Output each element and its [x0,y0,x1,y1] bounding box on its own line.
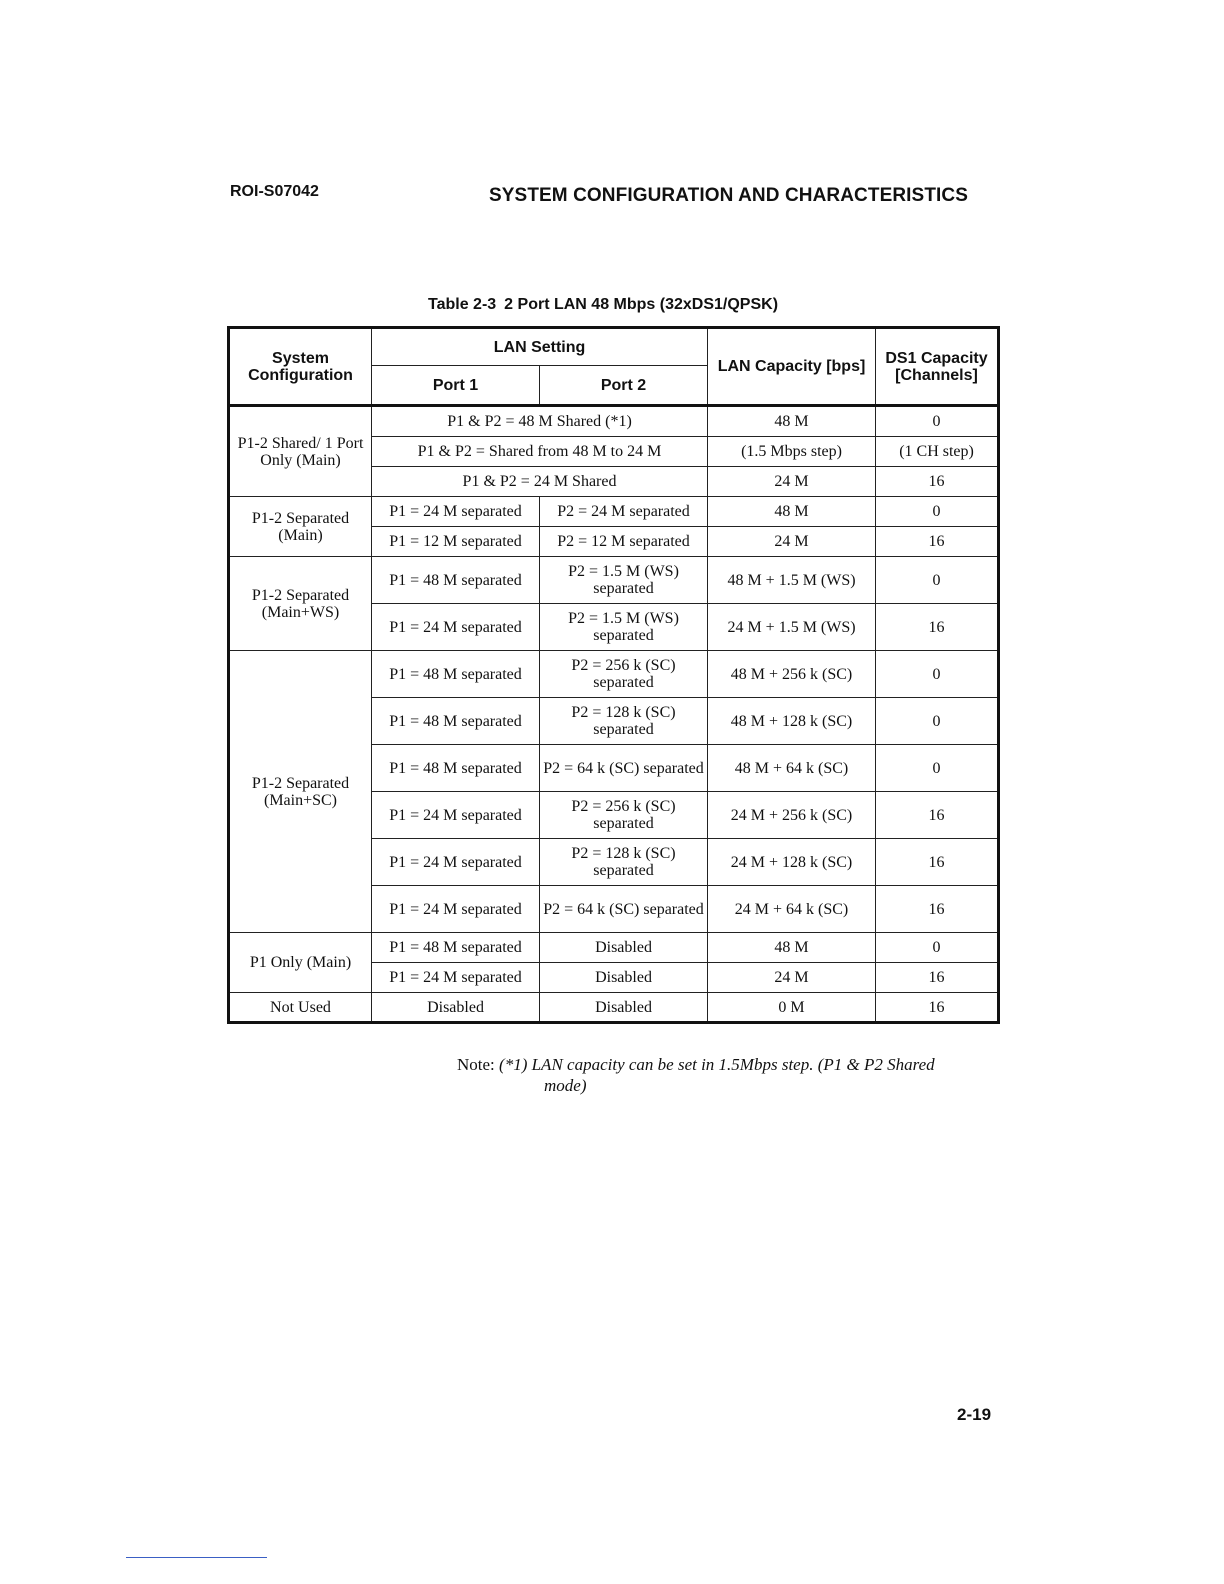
ds1-capacity-cell: 0 [876,497,999,527]
section-title: SYSTEM CONFIGURATION AND CHARACTERISTICS [489,185,968,206]
note-text-line1: (*1) LAN capacity can be set in 1.5Mbps step. (P1 & P2 Shared [499,1055,935,1074]
table-caption-title: 2 Port LAN 48 Mbps (32xDS1/QPSK) [504,296,779,313]
table-row [229,497,999,527]
lan-capacity-cell: 48 M + 128 k (SC) [708,698,876,745]
ds1-capacity-cell: 16 [876,993,999,1023]
port1-cell: P1 = 48 M separated [372,557,540,604]
lan-capacity-cell: 48 M + 1.5 M (WS) [708,557,876,604]
port2-cell: P2 = 24 M separated [540,497,708,527]
lan-capacity-cell: 48 M + 256 k (SC) [708,651,876,698]
ds1-capacity-cell: 16 [876,792,999,839]
ds1-capacity-cell: 16 [876,467,999,497]
table-caption [428,296,778,314]
port1-cell: P1 = 24 M separated [372,839,540,886]
lan-capacity-cell: 24 M [708,467,876,497]
ds1-capacity-cell: (1 CH step) [876,437,999,467]
port2-cell: P2 = 128 k (SC) separated [540,698,708,745]
ds1-capacity-cell: 16 [876,839,999,886]
table-row [229,651,999,698]
lan-capacity-cell: 24 M [708,527,876,557]
page-number: 2-19 [957,1405,992,1424]
port1-cell: P1 = 48 M separated [372,651,540,698]
lan-capacity-cell: 24 M + 1.5 M (WS) [708,604,876,651]
port1-cell: P1 = 48 M separated [372,745,540,792]
note-label: Note: [457,1055,495,1074]
lan-capacity-cell: 24 M + 64 k (SC) [708,886,876,933]
ds1-capacity-cell: 16 [876,886,999,933]
footnote-divider [126,1557,267,1558]
lan-capacity-cell: 24 M + 256 k (SC) [708,792,876,839]
lan-capacity-cell: (1.5 Mbps step) [708,437,876,467]
lan-capacity-cell: 48 M [708,933,876,963]
note-text-line2: mode) [544,1076,587,1095]
port1-cell: P1 = 12 M separated [372,527,540,557]
ds1-capacity-cell: 0 [876,406,999,437]
ports-shared-cell: P1 & P2 = Shared from 48 M to 24 M [372,437,708,467]
port2-cell: P2 = 64 k (SC) separated [540,886,708,933]
lan-capacity-cell: 48 M [708,497,876,527]
document-id: ROI-S07042 [230,183,319,200]
port2-cell: Disabled [540,993,708,1023]
system-config-cell: P1 Only (Main) [229,933,372,993]
table-caption-label: Table 2-3 [428,296,497,313]
header-port1: Port 1 [372,366,540,406]
lan-capacity-cell: 24 M [708,963,876,993]
port1-cell: P1 = 24 M separated [372,886,540,933]
header-ds1-capacity: DS1 Capacity [Channels] [876,328,999,406]
port2-cell: P2 = 256 k (SC) separated [540,792,708,839]
header-lan-capacity: LAN Capacity [bps] [708,328,876,406]
ds1-capacity-cell: 0 [876,933,999,963]
ds1-capacity-cell: 16 [876,604,999,651]
header-lan-setting: LAN Setting [372,328,708,366]
ds1-capacity-cell: 16 [876,963,999,993]
ds1-capacity-cell: 0 [876,745,999,792]
header-system-configuration: System Configuration [229,328,372,406]
port1-cell: Disabled [372,993,540,1023]
port2-cell: P2 = 1.5 M (WS) separated [540,604,708,651]
port1-cell: P1 = 24 M separated [372,497,540,527]
port2-cell: Disabled [540,933,708,963]
lan-capacity-cell: 24 M + 128 k (SC) [708,839,876,886]
table-row [229,933,999,963]
system-config-cell: P1-2 Shared/ 1 Port Only (Main) [229,406,372,497]
table-row [229,406,999,437]
lan-capacity-cell: 48 M + 64 k (SC) [708,745,876,792]
lan-configuration-table [227,326,1000,1024]
system-config-cell: P1-2 Separated (Main+WS) [229,557,372,651]
port2-cell: Disabled [540,963,708,993]
ds1-capacity-cell: 16 [876,527,999,557]
port1-cell: P1 = 48 M separated [372,933,540,963]
system-config-cell: P1-2 Separated (Main+SC) [229,651,372,933]
port1-cell: P1 = 24 M separated [372,604,540,651]
table-row [229,993,999,1023]
table-note [457,1054,1002,1096]
ds1-capacity-cell: 0 [876,698,999,745]
port2-cell: P2 = 12 M separated [540,527,708,557]
port2-cell: P2 = 64 k (SC) separated [540,745,708,792]
ds1-capacity-cell: 0 [876,651,999,698]
ds1-capacity-cell: 0 [876,557,999,604]
ports-shared-cell: P1 & P2 = 48 M Shared (*1) [372,406,708,437]
port2-cell: P2 = 128 k (SC) separated [540,839,708,886]
port2-cell: P2 = 1.5 M (WS) separated [540,557,708,604]
table-row [229,557,999,604]
port1-cell: P1 = 48 M separated [372,698,540,745]
lan-capacity-cell: 48 M [708,406,876,437]
ports-shared-cell: P1 & P2 = 24 M Shared [372,467,708,497]
lan-capacity-cell: 0 M [708,993,876,1023]
port1-cell: P1 = 24 M separated [372,792,540,839]
system-config-cell: P1-2 Separated (Main) [229,497,372,557]
system-config-cell: Not Used [229,993,372,1023]
header-port2: Port 2 [540,366,708,406]
port1-cell: P1 = 24 M separated [372,963,540,993]
port2-cell: P2 = 256 k (SC) separated [540,651,708,698]
